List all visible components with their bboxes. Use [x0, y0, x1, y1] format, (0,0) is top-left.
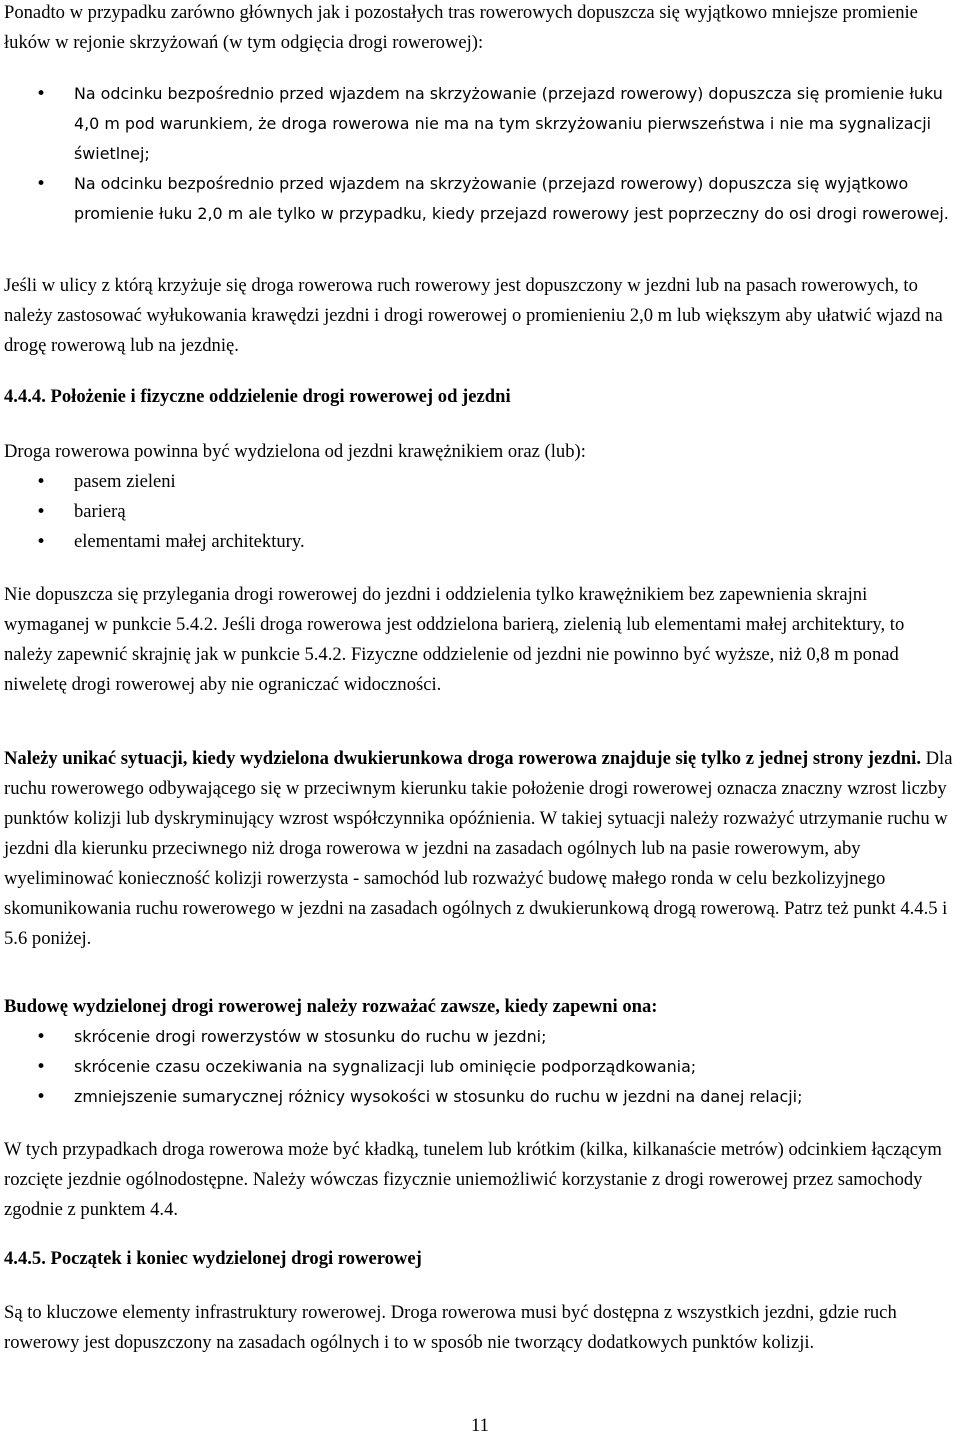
- bullet-icon: •: [36, 472, 47, 492]
- build-heading: Budowę wydzielonej drogi rowerowej należy rozważać zawsze, kiedy zapewni ona:: [4, 996, 658, 1017]
- bullet-icon: •: [36, 1027, 47, 1047]
- separation-list: [0, 467, 956, 557]
- list-item: • barierą: [0, 497, 956, 527]
- street-paragraph: Jeśli w ulicy z którą krzyżuje się droga rowerowa ruch rowerowy jest dopuszczony w jezdni lub na pasach rowerowych, to należy zastosować wyłukowania krawędzi jezdni i drogi rowerowej o promienieniu 2,0 m lub większym aby ułatwić wjazd na drogę rowerową lub na jezdnię.: [4, 275, 943, 356]
- list-item: • elementami małej architektury.: [0, 527, 956, 557]
- list-item: • zmniejszenie sumarycznej różnicy wysokości w stosunku do ruchu w jezdni na danej relacji;: [0, 1082, 956, 1112]
- bridge-paragraph: W tych przypadkach droga rowerowa może być kładką, tunelem lub krótkim (kilka, kilkanaście metrów) odcinkiem łączącym rozcięte jezdnie ogólnodostępne. Należy wówczas fizycznie uniemożliwić korzystanie z drogi rowerowej przez samochody zgodnie z punktem 4.4.: [4, 1139, 942, 1220]
- separation-intro: Droga rowerowa powinna być wydzielona od jezdni krawężnikiem oraz (lub):: [4, 441, 586, 462]
- avoid-bold-lead: Należy unikać sytuacji, kiedy wydzielona dwukierunkowa droga rowerowa znajduje się tylko z jednej strony jezdni.: [4, 748, 921, 769]
- section-title: Początek i koniec wydzielonej drogi rowerowej: [50, 1248, 422, 1269]
- bullet-icon: •: [36, 1057, 47, 1077]
- bullet-icon: •: [36, 502, 47, 522]
- list-item: • Na odcinku bezpośrednio przed wjazdem na skrzyżowanie (przejazd rowerowy) dopuszcza się promienie łuku 4,0 m pod warunkiem, że droga rowerowa nie ma na tym skrzyżowaniu pierwszeństwa i nie ma sygnalizacji świetlnej;: [0, 79, 956, 169]
- bullet-icon: •: [36, 174, 47, 194]
- section-heading-445: [4, 1244, 422, 1274]
- intro-paragraph: Ponadto w przypadku zarówno głównych jak i pozostałych tras rowerowych dopuszcza się wyjątkowo mniejsze promienie łuków w rejonie skrzyżowań (w tym odgięcia drogi rowerowej):: [4, 2, 918, 53]
- key-paragraph: Są to kluczowe elementy infrastruktury rowerowej. Droga rowerowa musi być dostępna z wszystkich jezdni, gdzie ruch rowerowy jest dopuszczony na zasadach ogólnych i to w sposób nie tworzący dodatkowych punktów kolizji.: [4, 1302, 897, 1353]
- avoid-paragraph: [4, 744, 956, 954]
- bullet-icon: •: [36, 532, 47, 552]
- radius-list: [0, 79, 956, 229]
- bullet-icon: •: [36, 84, 47, 104]
- section-heading-444: [4, 382, 511, 412]
- list-item: • pasem zieleni: [0, 467, 956, 497]
- page-number: 11: [471, 1415, 489, 1436]
- section-title: Położenie i fizyczne oddzielenie drogi rowerowej od jezdni: [50, 386, 511, 407]
- avoid-body: Dla ruchu rowerowego odbywającego się w przeciwnym kierunku takie położenie drogi rowerowej oznacza znaczny wzrost liczby punktów kolizji lub dyskryminujący wzrost współczynnika opóźnienia. W takiej sytuacji należy rozważyć utrzymanie ruchu w jezdni dla kierunku przeciwnego niż droga rowerowa w jezdni na zasadach ogólnych lub na pasie rowerowym, aby wyeliminować konieczność kolizji rowerzysta - samochód lub rozważyć budowę małego ronda w celu bezkolizyjnego skomunikowania ruchu rowerowego w jezdni na zasadach ogólnych z dwukierunkową drogą rowerową. Patrz też punkt 4.4.5 i 5.6 poniżej.: [4, 748, 953, 949]
- kerb-paragraph: Nie dopuszcza się przylegania drogi rowerowej do jezdni i oddzielenia tylko krawężnikiem bez zapewnienia skrajni wymaganej w punkcie 5.4.2. Jeśli droga rowerowa jest oddzielona barierą, zielenią lub elementami małej architektury, to należy zapewnić skrajnię jak w punkcie 5.4.2. Fizyczne oddzielenie od jezdni nie powinno być wyższe, niż 0,8 m ponad niweletę drogi rowerowej aby nie ograniczać widoczności.: [4, 584, 905, 695]
- list-item: • skrócenie czasu oczekiwania na sygnalizacji lub ominięcie podporządkowania;: [0, 1052, 956, 1082]
- bullet-icon: •: [36, 1087, 47, 1107]
- section-number: 4.4.4.: [4, 386, 46, 407]
- section-number: 4.4.5.: [4, 1248, 46, 1269]
- list-item: • skrócenie drogi rowerzystów w stosunku do ruchu w jezdni;: [0, 1022, 956, 1052]
- build-list: [0, 1022, 956, 1112]
- list-item: • Na odcinku bezpośrednio przed wjazdem na skrzyżowanie (przejazd rowerowy) dopuszcza się wyjątkowo promienie łuku 2,0 m ale tylko w przypadku, kiedy przejazd rowerowy jest poprzeczny do osi drogi rowerowej.: [0, 169, 956, 229]
